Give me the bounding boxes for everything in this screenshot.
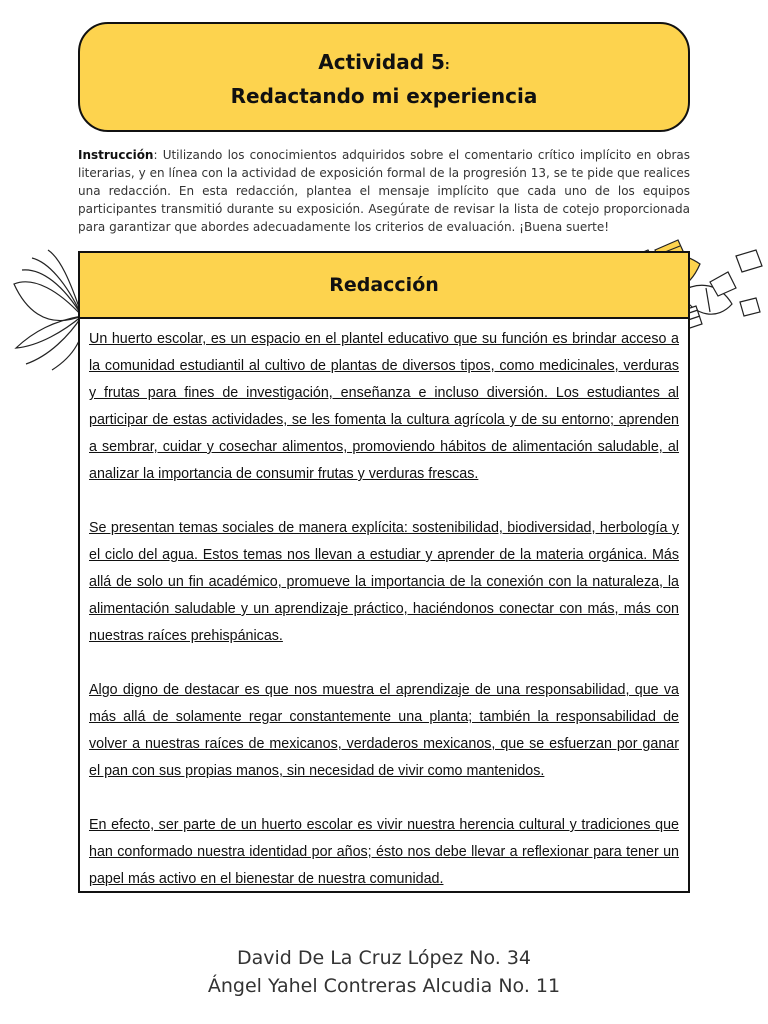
authors (0, 944, 768, 1000)
title-colon: : (444, 58, 450, 72)
activity-number: Actividad 5 (318, 50, 445, 74)
author-2: Ángel Yahel Contreras Alcudia No. 11 (207, 975, 561, 997)
essay-paragraph-4: En efecto, ser parte de un huerto escolar es vivir nuestra herencia cultural y tradiciones que han conformado nuestra identidad por años; ésto nos debe llevar a reflexionar para tener un papel más activo en el bienestar de nuestra comunidad. (89, 817, 679, 887)
instruction-text (78, 146, 690, 236)
instruction-body: : Utilizando los conocimientos adquiridos sobre el comentario crítico implícito en obras literarias, y en línea con la actividad de exposición formal de la progresión 13, se te pide que realices una redacción. En esta redacción, plantea el mensaje implícito que cada uno de los equipos participantes transmitió durante su exposición. Asegúrate de revisar la lista de cotejo proporcionada para garantizar que abordes adecuadamente los criterios de evaluación. ¡Buena suerte! (78, 148, 690, 234)
essay-paragraph-1: Un huerto escolar, es un espacio en el plantel educativo que su función es brindar acceso a la comunidad estudiantil al cultivo de plantas de diversos tipos, como medicinales, verduras y frutas para fines de investigación, enseñanza e incluso diversión. Los estudiantes al participar de estas actividades, se les fomenta la cultura agrícola y de su entorno; aprenden a sembrar, cuidar y cosechar alimentos, promoviendo hábitos de alimentación saludable, al analizar la importancia de consumir frutas y verduras frescas. (89, 331, 679, 482)
essay-paragraph-3: Algo digno de destacar es que nos muestra el aprendizaje de una responsabilidad, que va más allá de solamente regar constantemente una planta; también la responsabilidad de volver a nuestras raíces de mexicanos, verdaderos mexicanos, que se esfuerzan por ganar el pan con sus propias manos, sin necesidad de vivir como mantenidos. (89, 682, 679, 779)
activity-subtitle: Redactando mi experiencia (230, 84, 538, 108)
activity-title (80, 50, 688, 74)
author-1: David De La Cruz López No. 34 (236, 947, 532, 969)
essay-paragraph-2: Se presentan temas sociales de manera explícita: sostenibilidad, biodiversidad, herbología y el ciclo del agua. Estos temas nos llevan a estudiar y aprender de la materia orgánica. Más allá de solo un fin académico, promueve la importancia de la conexión con la naturaleza, la alimentación saludable y un aprendizaje práctico, haciéndonos conectar con más, más con nuestras raíces prehispánicas. (89, 520, 679, 644)
instruction-label: Instrucción (78, 148, 154, 162)
title-banner (78, 22, 690, 132)
essay-panel (78, 251, 690, 893)
essay-heading: Redacción (80, 253, 688, 319)
essay-body (89, 326, 679, 920)
